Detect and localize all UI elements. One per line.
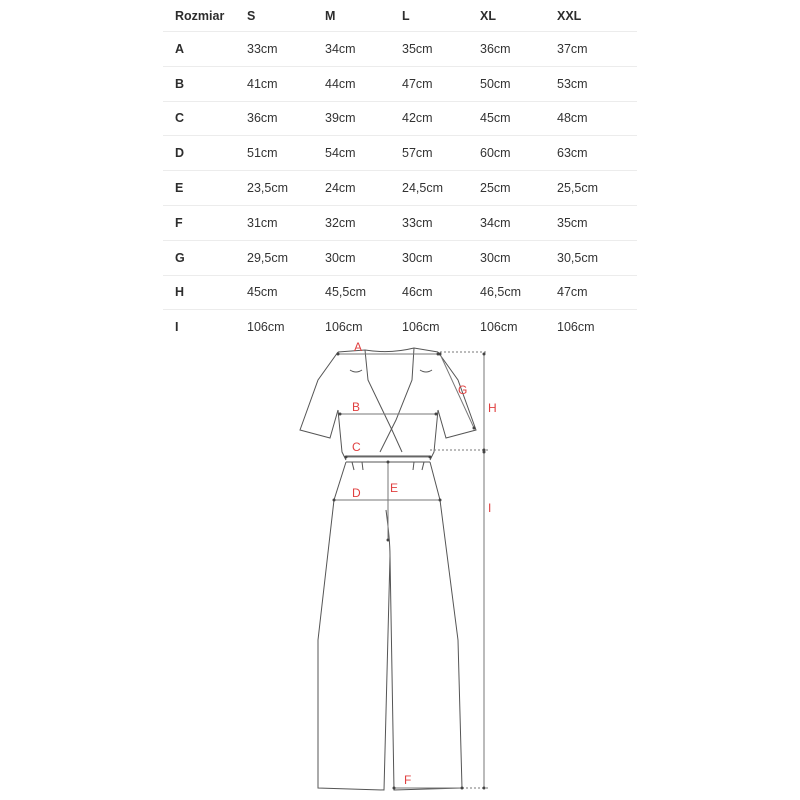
table-cell: 33cm bbox=[247, 32, 325, 67]
table-cell: 63cm bbox=[557, 136, 637, 171]
table-row bbox=[163, 205, 637, 240]
table-cell: 51cm bbox=[247, 136, 325, 171]
table-cell: 45cm bbox=[247, 275, 325, 310]
size-chart-table bbox=[163, 0, 637, 344]
table-row bbox=[163, 136, 637, 171]
label-h: H bbox=[488, 401, 497, 415]
table-cell: 48cm bbox=[557, 101, 637, 136]
measure-line-g bbox=[440, 354, 474, 428]
table-cell: 60cm bbox=[480, 136, 557, 171]
table-cell: 30cm bbox=[480, 240, 557, 275]
table-cell: 42cm bbox=[402, 101, 480, 136]
table-row bbox=[163, 240, 637, 275]
table-cell: 47cm bbox=[557, 275, 637, 310]
table-cell: 31cm bbox=[247, 205, 325, 240]
header-m: M bbox=[325, 0, 402, 32]
table-cell: 39cm bbox=[325, 101, 402, 136]
measurement-endpoints bbox=[333, 353, 486, 790]
table-cell: 23,5cm bbox=[247, 171, 325, 206]
table-cell: 34cm bbox=[480, 205, 557, 240]
table-cell: 46,5cm bbox=[480, 275, 557, 310]
row-label: H bbox=[163, 275, 247, 310]
table-cell: 53cm bbox=[557, 66, 637, 101]
table-cell: 35cm bbox=[402, 32, 480, 67]
table-cell: 32cm bbox=[325, 205, 402, 240]
label-e: E bbox=[390, 481, 399, 495]
table-cell: 36cm bbox=[480, 32, 557, 67]
table-cell: 45,5cm bbox=[325, 275, 402, 310]
row-label: D bbox=[163, 136, 247, 171]
table-row bbox=[163, 32, 637, 67]
table-cell: 106cm bbox=[557, 320, 595, 335]
jumpsuit-measurement-diagram bbox=[0, 340, 800, 800]
table-cell: 41cm bbox=[247, 66, 325, 101]
table-cell: 47cm bbox=[402, 66, 480, 101]
table-cell: 30,5cm bbox=[557, 240, 637, 275]
header-s: S bbox=[247, 0, 325, 32]
header-xl: XL bbox=[480, 0, 557, 32]
table-cell: 24,5cm bbox=[402, 171, 480, 206]
row-label: C bbox=[163, 101, 247, 136]
table-row bbox=[163, 171, 637, 206]
table-cell: 25,5cm bbox=[557, 171, 637, 206]
label-d: D bbox=[352, 486, 361, 500]
header-xxl: XXL bbox=[557, 0, 637, 32]
table-cell: 44cm bbox=[325, 66, 402, 101]
table-cell: 57cm bbox=[402, 136, 480, 171]
label-f: F bbox=[404, 773, 412, 787]
label-b: B bbox=[352, 400, 361, 414]
table-cell: 106cm bbox=[247, 320, 285, 335]
table-cell: 35cm bbox=[557, 205, 637, 240]
table-cell: 34cm bbox=[325, 32, 402, 67]
table-header-row bbox=[163, 0, 637, 32]
label-i: I bbox=[488, 501, 492, 515]
table-cell: 33cm bbox=[402, 205, 480, 240]
table-cell: 50cm bbox=[480, 66, 557, 101]
table-row bbox=[163, 101, 637, 136]
row-label: G bbox=[163, 240, 247, 275]
label-a: A bbox=[354, 340, 363, 354]
table-cell: 46cm bbox=[402, 275, 480, 310]
table-cell: 45cm bbox=[480, 101, 557, 136]
measurement-lines bbox=[334, 352, 488, 788]
table-cell: 24cm bbox=[325, 171, 402, 206]
row-label: E bbox=[163, 171, 247, 206]
header-size: Rozmiar bbox=[163, 0, 247, 32]
table-row bbox=[163, 66, 637, 101]
table-cell: 29,5cm bbox=[247, 240, 325, 275]
table-cell: 106cm bbox=[480, 320, 518, 335]
table-cell: 30cm bbox=[402, 240, 480, 275]
table-cell: 25cm bbox=[480, 171, 557, 206]
row-label: I bbox=[175, 320, 179, 335]
table-cell: 36cm bbox=[247, 101, 325, 136]
table-cell: 30cm bbox=[325, 240, 402, 275]
row-label: B bbox=[163, 66, 247, 101]
table-cell: 106cm bbox=[325, 320, 363, 335]
table-cell: 54cm bbox=[325, 136, 402, 171]
row-label: A bbox=[163, 32, 247, 67]
table-cell: 37cm bbox=[557, 32, 637, 67]
label-c: C bbox=[352, 440, 361, 454]
table-row bbox=[163, 275, 637, 310]
table-cell: 106cm bbox=[402, 320, 440, 335]
header-l: L bbox=[402, 0, 480, 32]
row-label: F bbox=[163, 205, 247, 240]
label-g: G bbox=[458, 383, 468, 397]
